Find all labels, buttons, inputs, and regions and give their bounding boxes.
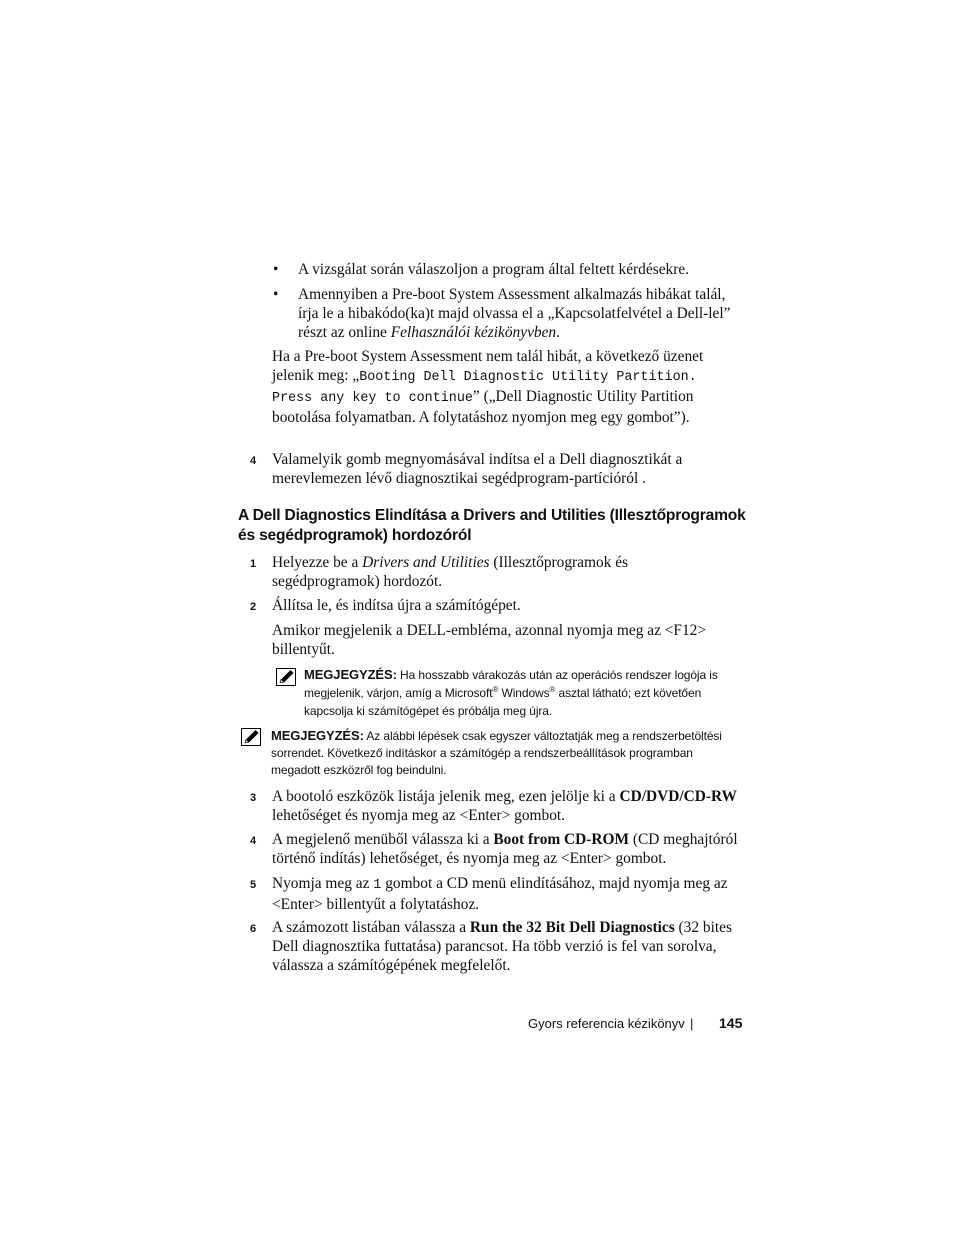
footer-separator: | xyxy=(690,1016,694,1031)
note-label: MEGJEGYZÉS: xyxy=(304,667,397,682)
step-number: 1 xyxy=(250,558,257,570)
step-number: 4 xyxy=(250,455,257,467)
step-number: 3 xyxy=(250,792,257,804)
note-pencil-icon xyxy=(241,728,261,746)
bullet-dot: • xyxy=(273,261,279,278)
note-block: MEGJEGYZÉS: Ha hosszabb várakozás után az operációs rendszer logója is megjelenik, várjon, amíg a Microsoft® Windows® asztal látható; ezt követően kapcsolja ki számítógépet és próbálja meg újra. xyxy=(304,667,718,718)
step-text: Valamelyik gomb megnyomásával indítsa el a Dell diagnosztikát a merevlemezen lévő diagnosztikai segédprogram-partícióról . xyxy=(272,451,683,487)
step-text: A megjelenő menüből válassza ki a Boot from CD-ROM (CD meghajtóról történő indítás) lehetőséget, és nyomja meg az <Enter> gombot. xyxy=(272,831,738,867)
step-text: Nyomja meg az 1 gombot a CD menü elindításához, majd nyomja meg az <Enter> billentyűt a folytatáshoz. xyxy=(272,875,728,913)
step-text: Állítsa le, és indítsa újra a számítógépet. xyxy=(272,597,521,614)
note-pencil-icon xyxy=(276,668,296,686)
page-number: 145 xyxy=(719,1015,743,1031)
dell-logo-paragraph: Amikor megjelenik a DELL-embléma, azonnal nyomja meg az <F12> billentyűt. xyxy=(272,622,707,658)
bullet-text: A vizsgálat során válaszoljon a program által feltett kérdésekre. xyxy=(298,261,690,278)
footer-title: Gyors referencia kézikönyv xyxy=(528,1016,685,1031)
section-heading: A Dell Diagnostics Elindítása a Drivers and Utilities (Illesztőprogramok és segédprogramok) hordozóról xyxy=(238,507,746,544)
step-number: 2 xyxy=(250,601,257,613)
note-label: MEGJEGYZÉS: xyxy=(271,728,364,743)
step-text: Helyezze be a Drivers and Utilities (Illesztőprogramok és segédprogramok) hordozót. xyxy=(272,554,629,590)
bullet-dot: • xyxy=(273,286,279,303)
step-text: A számozott listában válassza a Run the 32 Bit Dell Diagnostics (32 bites Dell diagnosztika futtatása) parancsot. Ha több verzió is fel van sorolva, válassza a számítógépének megfelelőt. xyxy=(272,919,732,974)
step-number: 4 xyxy=(250,835,257,847)
no-error-paragraph: Ha a Pre-boot System Assessment nem talál hibát, a következő üzenet jelenik meg: „Booting Dell Diagnostic Utility Partition. Press any key to continue” („Dell Diagnostic Utility Partition bootolása folyamatban. A folytatáshoz nyomjon meg egy gombot”). xyxy=(272,348,704,426)
step-number: 5 xyxy=(250,879,257,891)
step-text: A bootoló eszközök listája jelenik meg, ezen jelölje ki a CD/DVD/CD-RW lehetőséget és nyomja meg az <Enter> gombot. xyxy=(272,788,737,824)
bullet-text: Amennyiben a Pre-boot System Assessment alkalmazás hibákat talál, írja le a hibakódo(ka)t majd olvassa el a „Kapcsolatfelvétel a Dell-lel” részt az online Felhasználói kézikönyvben. xyxy=(298,286,731,341)
note-block: MEGJEGYZÉS: Az alábbi lépések csak egyszer változtatják meg a rendszerbetöltési sorrendet. Következő indításkor a számítógép a rendszerbeállítások programban megadott eszközről fog beindulni. xyxy=(271,728,722,777)
step-number: 6 xyxy=(250,923,257,935)
